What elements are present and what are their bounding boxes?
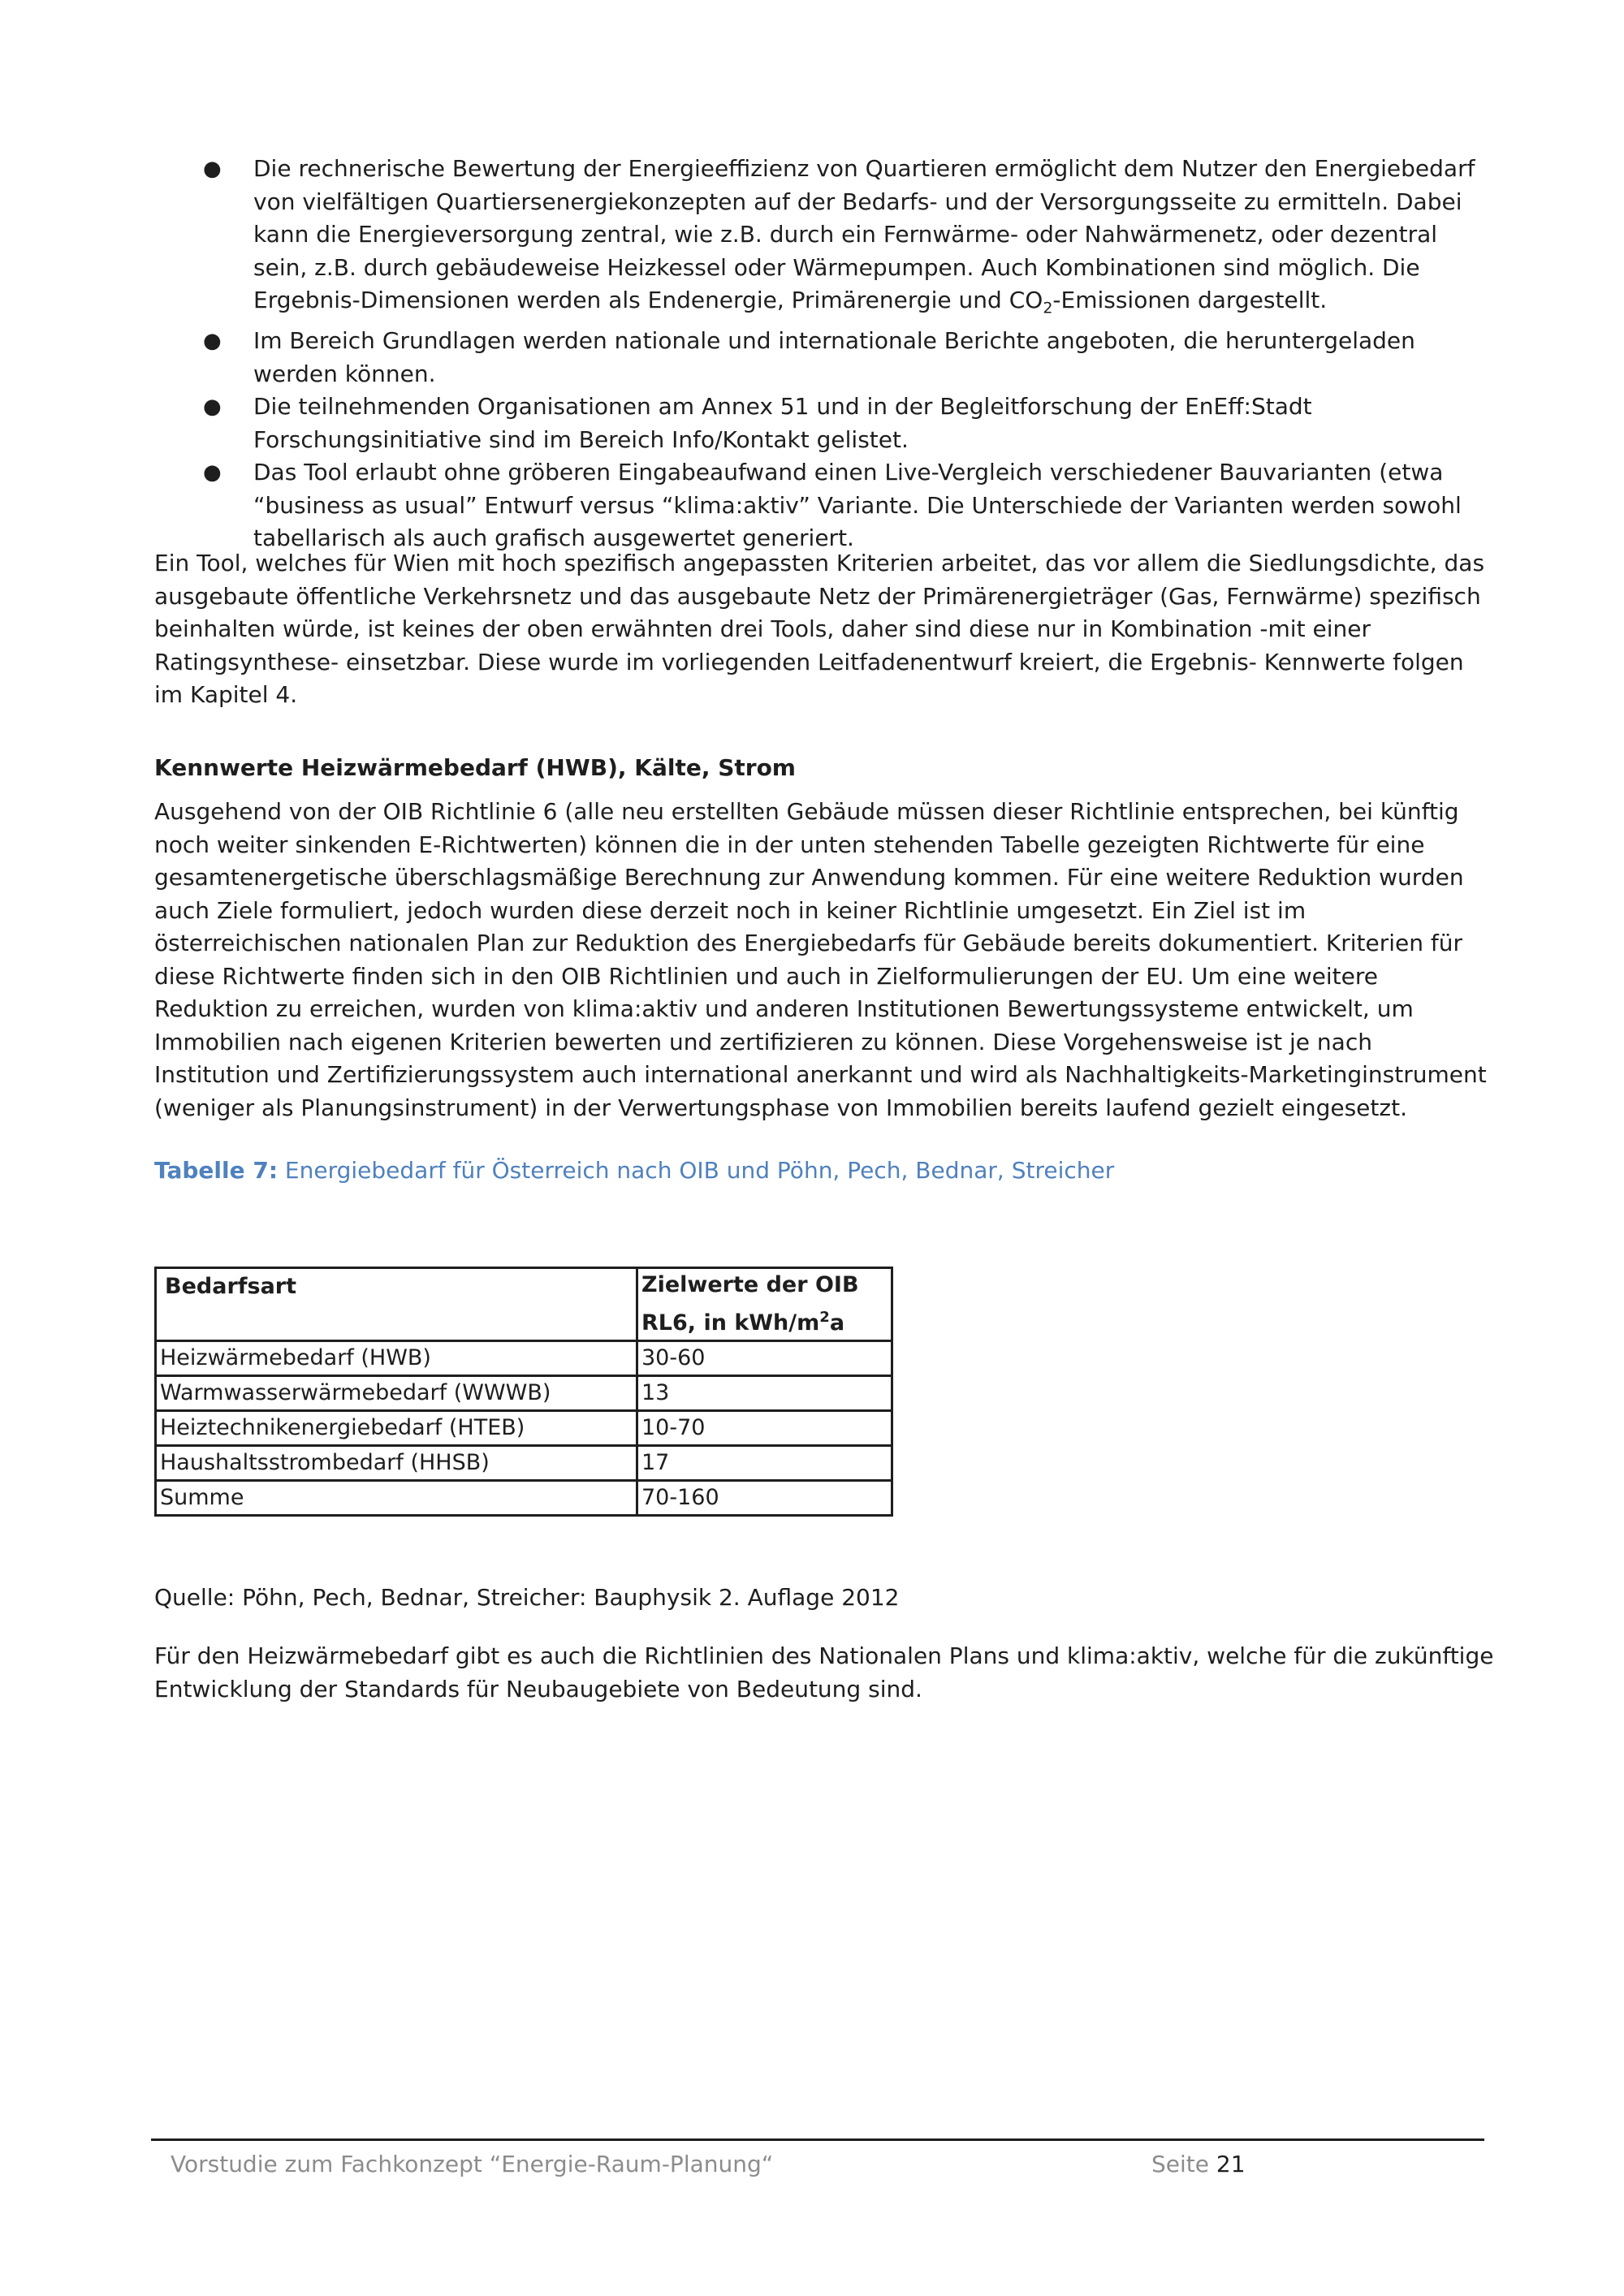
bullet-list (154, 153, 1494, 555)
page-number: Seite 21 (1151, 2151, 1246, 2177)
table-row (156, 1376, 892, 1411)
cell-value: 13 (637, 1376, 892, 1411)
paragraph-kennwerte: Ausgehend von der OIB Richtlinie 6 (alle neu erstellten Gebäude müssen dieser Richtlinie entsprechen, bei künftig noch weiter sinkenden E-Richtwerten) können die in der unten stehenden Tabelle gezeigten Richtwerte für eine gesamtenergetische überschlagsmäßige Berechnung zur Anwendung kommen. Für eine weitere Reduktion wurden auch Ziele formuliert, jedoch wurden diese derzeit noch in keiner Richtlinie umgesetzt. Ein Ziel ist im österreichischen nationalen Plan zur Reduktion des Energiebedarfs für Gebäude bereits dokumentiert. Kriterien für diese Richtwerte finden sich in den OIB Richtlinien und auch in Zielformulierungen der EU. Um eine weitere Reduktion zu erreichen, wurden von klima:aktiv und anderen Institutionen Bewertungssysteme entwickelt, um Immobilien nach eigenen Kriterien bewerten und zertifizieren zu können. Diese Vorgehensweise ist je nach Institution und Zertifizierungssystem auch international anerkannt und wird als Nachhaltigkeits-Marketinginstrument (weniger als Planungsinstrument) in der Verwertungsphase von Immobilien bereits laufend gezielt eingesetzt. (154, 798, 1487, 1121)
footer-title: Vorstudie zum Fachkonzept “Energie-Raum-Planung“ (171, 2151, 774, 2177)
paragraph-tool: Ein Tool, welches für Wien mit hoch spezifisch angepassten Kriterien arbeitet, das vor allem die Siedlungsdichte, das ausgebaute öffentliche Verkehrsnetz und das ausgebaute Netz der Primärenergieträger (Gas, Fernwärme) spezifisch beinhalten würde, ist keines der oben erwähnten drei Tools, daher sind diese nur in Kombination -mit einer Ratingsynthese- einsetzbar. Diese wurde im vorliegenden Leitfadenentwurf kreiert, die Ergebnis- Kennwerte folgen im Kapitel 4. (154, 550, 1485, 708)
table-caption (154, 1154, 1114, 1187)
list-item (154, 391, 1494, 456)
cell-value: 10-70 (637, 1411, 892, 1446)
bullet-icon: ● (203, 460, 222, 486)
paragraph-final: Für den Heizwärmebedarf gibt es auch die Richtlinien des Nationalen Plans und klima:aktiv, welche für die zukünftige Entwicklung der Standards für Neubaugebiete von Bedeutung sind. (154, 1642, 1494, 1703)
cell-value: 30-60 (637, 1341, 892, 1376)
cell-value: 70-160 (637, 1481, 892, 1516)
table-row (156, 1446, 892, 1481)
list-item (154, 153, 1494, 325)
source-note: Quelle: Pöhn, Pech, Bednar, Streicher: Bauphysik 2. Auflage 2012 (154, 1584, 900, 1611)
bullet-text: Im Bereich Grundlagen werden nationale und internationale Berichte angeboten, die heruntergeladen werden können. (253, 327, 1415, 387)
bullet-icon: ● (203, 157, 222, 181)
table-row (156, 1341, 892, 1376)
section-heading: Kennwerte Heizwärmebedarf (HWB), Kälte, Strom (154, 754, 796, 781)
caption-text: Energiebedarf für Österreich nach OIB und Pöhn, Pech, Bednar, Streicher (278, 1157, 1115, 1184)
cell-bedarfsart: Warmwasserwärmebedarf (WWWB) (156, 1376, 637, 1411)
energy-demand-table (154, 1267, 893, 1517)
cell-bedarfsart: Heiztechnikenergiebedarf (HTEB) (156, 1411, 637, 1446)
caption-label: Tabelle 7: (154, 1157, 279, 1184)
cell-value: 17 (637, 1446, 892, 1481)
bullet-icon: ● (203, 395, 222, 420)
cell-bedarfsart: Haushaltsstrombedarf (HHSB) (156, 1446, 637, 1481)
bullet-icon: ● (203, 329, 222, 354)
header-bedarfsart: Bedarfsart (156, 1268, 637, 1341)
list-item (154, 456, 1494, 555)
table-row (156, 1481, 892, 1516)
footer-divider (151, 2138, 1484, 2141)
list-item (154, 325, 1494, 391)
bullet-text: Das Tool erlaubt ohne gröberen Eingabeaufwand einen Live-Vergleich verschiedener Bauvarianten (etwa “business as usual” Entwurf versus “klima:aktiv” Variante. Die Unterschiede der Varianten werden sowohl tabellarisch als auch grafisch ausgewertet generiert. (253, 459, 1462, 552)
table-row (156, 1411, 892, 1446)
table-header-row (156, 1268, 892, 1341)
bullet-text: Die teilnehmenden Organisationen am Annex 51 und in der Begleitforschung der EnEff:Stadt Forschungsinitiative sind im Bereich Info/Kontakt gelistet. (253, 393, 1312, 453)
header-zielwerte: Zielwerte der OIB RL6, in kWh/$m^2a$ (637, 1268, 892, 1341)
cell-bedarfsart: Heizwärmebedarf (HWB) (156, 1341, 637, 1376)
bullet-text: Die rechnerische Bewertung der Energieeffizienz von Quartieren ermöglicht dem Nutzer den Energiebedarf von vielfältigen Quartiersenergiekonzepten auf der Bedarfs- und der Versorgungsseite zu ermitteln. Dabei kann die Energieversorgung zentral, wie z.B. durch ein Fernwärme- oder Nahwärmenetz, oder dezentral sein, z.B. durch gebäudeweise Heizkessel oder Wärmepumpen. Auch Kombinationen sind möglich. Die Ergebnis-Dimensionen werden als Endenergie, Primärenergie und $CO_2$-Emissionen dargestellt. (253, 155, 1475, 317)
cell-bedarfsart: Summe (156, 1481, 637, 1516)
